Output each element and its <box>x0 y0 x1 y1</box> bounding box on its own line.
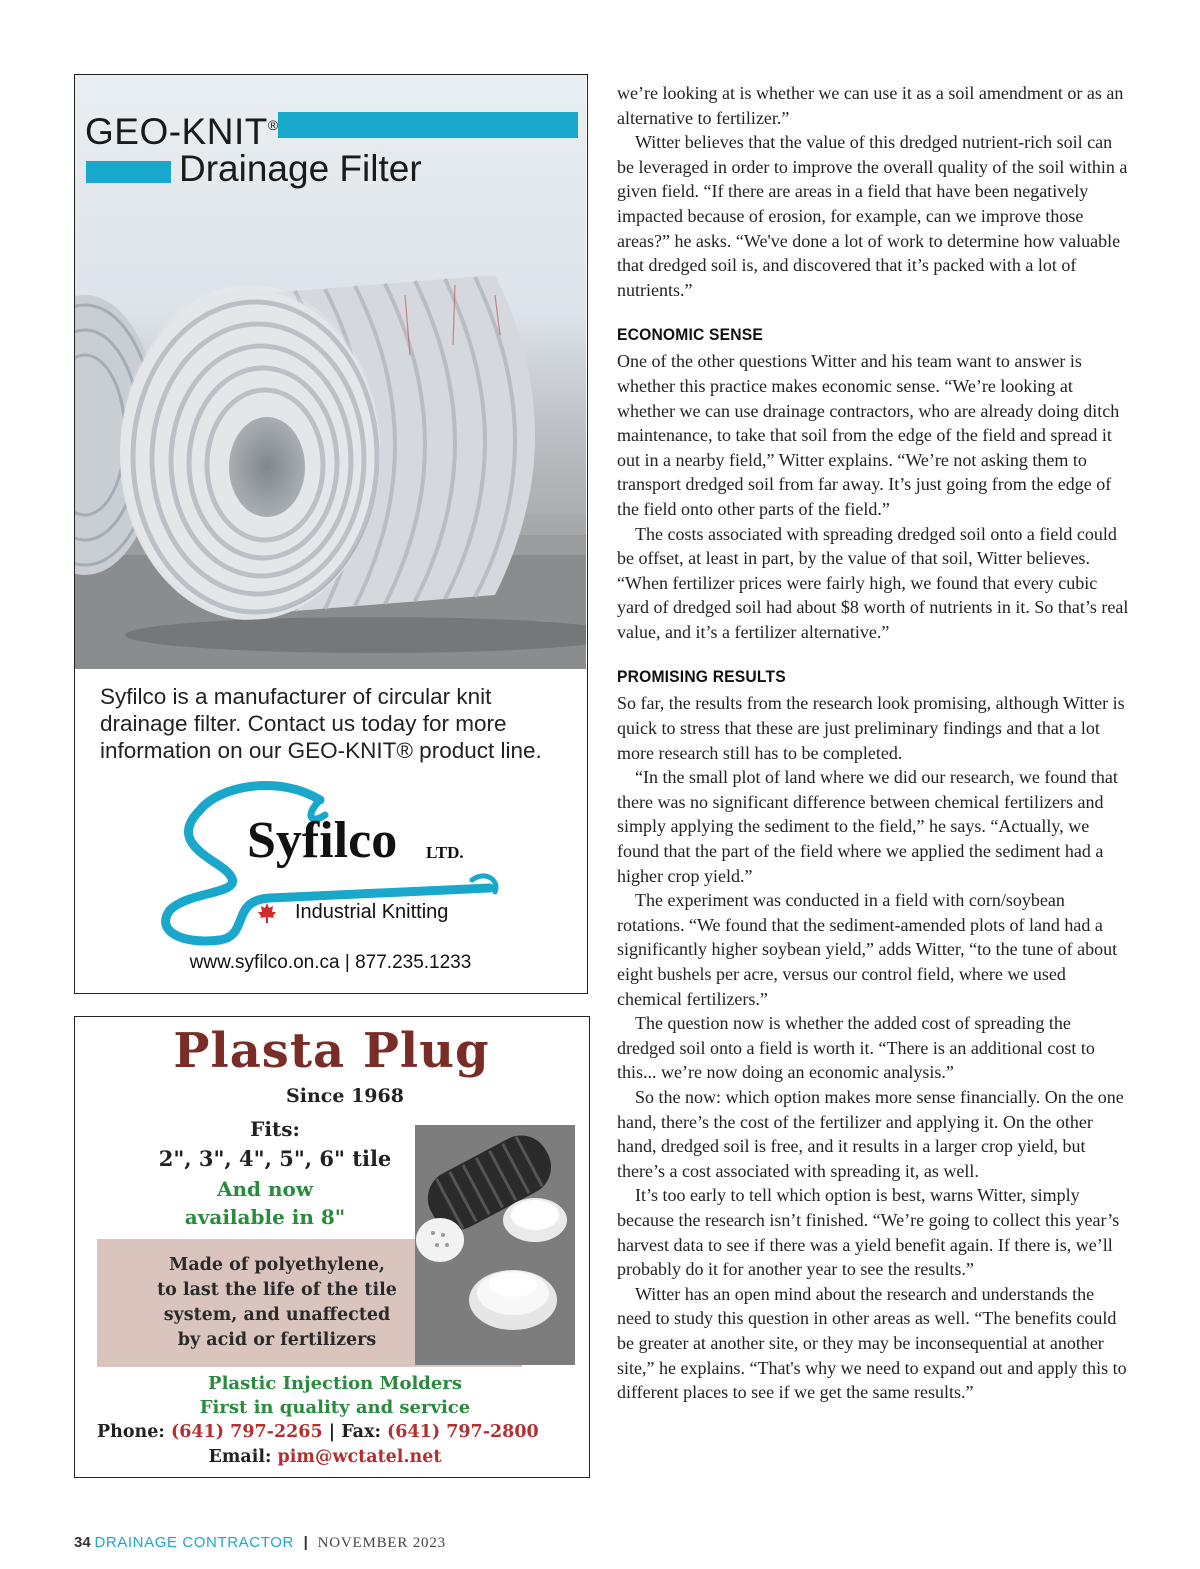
article-paragraph: The costs associated with spreading dredged soil onto a field could be offset, at least in part, by the value of that soil, Witter believes. “When fertilizer prices were fairly high, we found that every cubic yard of dredged soil had about $8 worth of nutrients in it. So that’s real value, and it’s a fertilizer alternative.” <box>617 523 1129 642</box>
drainage-coil-photo <box>75 75 586 669</box>
ad-description: Syfilco is a manufacturer of circular knit drainage filter. Contact us today for more information on our GEO-KNIT® product line. <box>100 684 542 763</box>
section-heading-promising-results: PROMISING RESULTS <box>617 667 786 687</box>
article-paragraph: The question now is whether the added cost of spreading the dredged soil onto a field is worth it. “There is an additional cost to this... we’re now doing an economic analysis.” <box>617 1013 1095 1083</box>
company-ltd: LTD. <box>426 843 464 862</box>
page-number: 34 <box>74 1534 91 1551</box>
material-info-text: Made of polyethylene, to last the life of the tile system, and unaffected by acid or fertilizers <box>157 1255 397 1350</box>
article-paragraph: The experiment was conducted in a field with corn/soybean rotations. “We found that the sediment-amended plots of land had a significantly higher soybean yield,” adds Witter, “to the tune of about eight bushels per acre, versus our control field, where we used chemical fertilizers.” <box>617 890 1118 1009</box>
section-heading-economic-sense: ECONOMIC SENSE <box>617 325 763 345</box>
accent-bar-bottom <box>86 161 171 183</box>
available-8-inch: available in 8" <box>184 1205 346 1229</box>
email-link[interactable]: pim@wctatel.net <box>277 1447 442 1467</box>
article-column <box>617 81 1132 1405</box>
coil-illustration <box>75 235 586 669</box>
page-footer <box>74 1534 446 1552</box>
publication-name: DRAINAGE CONTRACTOR <box>94 1534 294 1551</box>
tile-sizes: 2", 3", 4", 5", 6" tile <box>158 1146 392 1171</box>
article-paragraph: So far, the results from the research look promising, although Witter is quick to stress that these are just preliminary findings and that a lot more research still has to be completed. <box>617 693 1125 763</box>
article-paragraph: One of the other questions Witter and his team want to answer is whether this practice makes economic sense. “We’re looking at whether we can use drainage contractors, who are already doing ditch maintenance, to take that soil from the edge of the field and spread it out in a nearby field,” Witter explains. “We’re not asking them to transport dredged soil from far away. It’s just going from the edge of the field onto other parts of the field.” <box>617 351 1120 519</box>
article-paragraph: “In the small plot of land where we did our research, we found that there was no significant difference between chemical fertilizers and simply applying the sediment to the field,” he says. “Actually, we found that the part of the field where we applied the sediment had a higher crop yield.” <box>617 767 1118 886</box>
phone-number[interactable]: (641) 797-2265 <box>170 1422 323 1442</box>
article-paragraph: It’s too early to tell which option is best, warns Witter, simply because the research isn’t finished. “We’re going to collect this year’s harvest data to see if there was a yield benefit again. If there is, we’ll probably do it for another year to see the results.” <box>617 1185 1120 1280</box>
fits-label: Fits: <box>250 1117 300 1141</box>
plasta-plug-ad[interactable] <box>74 1016 590 1478</box>
maple-leaf-icon <box>255 901 279 925</box>
ad-contact-info[interactable]: www.syfilco.on.ca | 877.235.1233 <box>189 952 472 973</box>
email-line: Email: pim@wctatel.net <box>208 1447 442 1467</box>
since-year: Since 1968 <box>286 1085 404 1107</box>
company-slogan: First in quality and service <box>199 1397 471 1418</box>
phone-fax-line: Phone: (641) 797-2265 | Fax: (641) 797-2800 <box>97 1422 539 1442</box>
accent-bar-top <box>278 112 578 138</box>
syfilco-ad[interactable] <box>74 74 588 994</box>
fax-number: (641) 797-2800 <box>387 1422 539 1442</box>
article-paragraph: Witter believes that the value of this dredged nutrient-rich soil can be leveraged in order to improve the overall quality of the soil within a given field. “If there are areas in a field that have been negatively impacted because of erosion, for example, can we improve those areas?” he asks. “We've done a lot of work to determine how valuable that dredged soil is, and discovered that it’s packed with a lot of nutrients.” <box>617 132 1128 300</box>
article-paragraph: So the now: which option makes more sense financially. On the one hand, there’s the cost of the fertilizer and applying it. On the other hand, dredged soil is free, and it results in a larger crop yield, but there’s a cost associated with spreading it, as well. <box>617 1086 1124 1181</box>
footer-separator: | <box>303 1534 308 1551</box>
article-paragraph: Witter has an open mind about the research and understands the need to study this question in other areas as well. “The benefits could be greater at another site, or they may be inconsequential at another site,” he explains. “That's why we need to expand out and apply this to different places to see if we get the same results.” <box>617 1283 1127 1403</box>
plasta-plug-logo: Plasta Plug <box>173 1023 490 1079</box>
company-tagline: Industrial Knitting <box>295 901 449 923</box>
issue-date: NOVEMBER 2023 <box>317 1535 446 1551</box>
ad-title-geo-knit: GEO-KNIT® <box>85 111 279 152</box>
article-paragraph: we’re looking at is whether we can use it as a soil amendment or as an alternative to fertilizer.” <box>617 83 1124 128</box>
ad-title-drainage-filter: Drainage Filter <box>179 148 422 189</box>
and-now: And now <box>216 1177 314 1201</box>
company-name: Plastic Injection Molders <box>208 1373 462 1394</box>
company-name: Syfilco <box>247 812 398 869</box>
